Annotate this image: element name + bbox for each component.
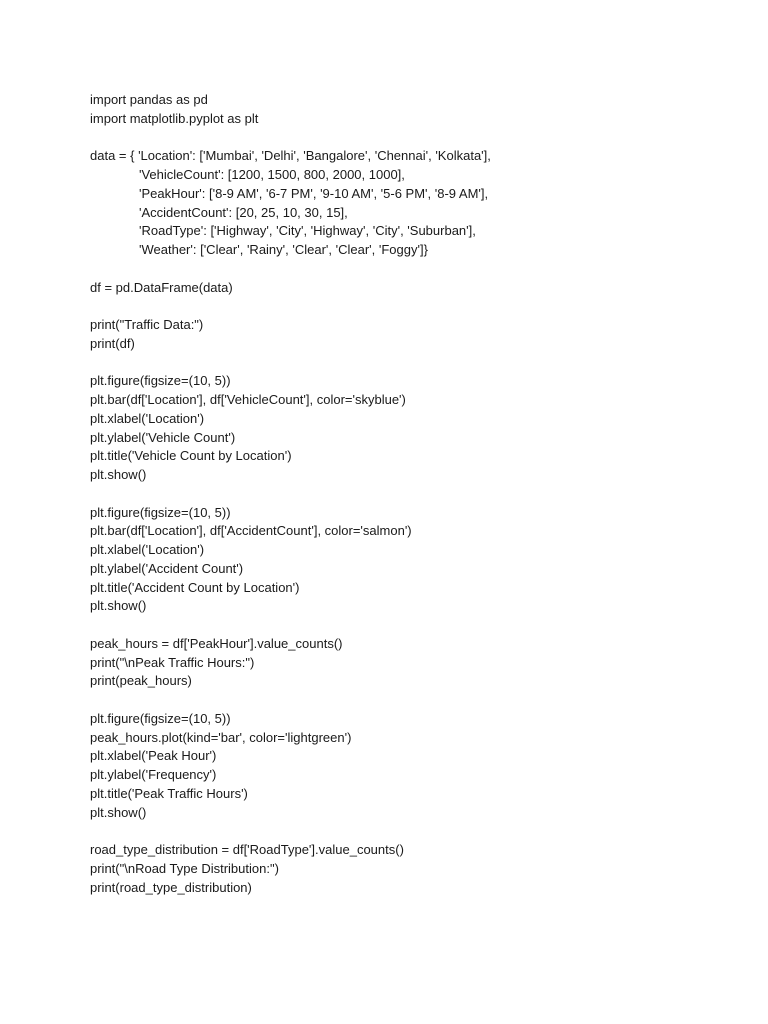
code-line: df = pd.DataFrame(data) [90, 279, 233, 295]
code-line: road_type_distribution = df['RoadType'].value_counts() [90, 842, 404, 857]
code-line: plt.ylabel('Vehicle Count') [90, 429, 236, 445]
code-line: 'AccidentCount': [20, 25, 10, 30, 15], [139, 204, 348, 220]
code-line [90, 822, 730, 841]
code-line: plt.title('Accident Count by Location') [90, 579, 300, 595]
code-line [90, 354, 730, 373]
code-line: plt.show() [90, 467, 147, 482]
code-line: plt.bar(df['Location'], df['AccidentCount'], color='salmon') [90, 523, 412, 539]
code-line [90, 129, 730, 148]
code-line: plt.show() [90, 804, 147, 820]
code-line: data = { 'Location': ['Mumbai', 'Delhi', 'Bangalore', 'Chennai', 'Kolkata'], [90, 148, 491, 164]
code-line: import matplotlib.pyplot as plt [90, 110, 259, 126]
code-line: plt.title('Vehicle Count by Location') [90, 448, 292, 464]
code-line: print("\nRoad Type Distribution:") [90, 860, 279, 876]
code-line [90, 260, 730, 279]
code-line: plt.show() [90, 598, 147, 614]
code-line: plt.figure(figsize=(10, 5)) [90, 373, 231, 389]
code-line [90, 691, 730, 710]
code-line: print("Traffic Data:") [90, 317, 204, 332]
code-line: 'RoadType': ['Highway', 'City', 'Highway', 'City', 'Suburban'], [139, 223, 476, 239]
code-line: peak_hours = df['PeakHour'].value_counts() [90, 635, 343, 651]
code-line: plt.xlabel('Peak Hour') [90, 748, 217, 764]
code-line: plt.figure(figsize=(10, 5)) [90, 710, 231, 726]
code-line: print(df) [90, 335, 135, 351]
code-line: print(peak_hours) [90, 673, 192, 689]
code-line: 'Weather': ['Clear', 'Rainy', 'Clear', 'Clear', 'Foggy']} [139, 242, 428, 257]
code-line: plt.ylabel('Accident Count') [90, 560, 244, 576]
code-line: plt.xlabel('Location') [90, 410, 205, 426]
code-line [90, 616, 730, 635]
code-line: plt.bar(df['Location'], df['VehicleCount'], color='skyblue') [90, 392, 406, 407]
code-line [90, 485, 730, 504]
code-line: 'PeakHour': ['8-9 AM', '6-7 PM', '9-10 AM', '5-6 PM', '8-9 AM'], [139, 185, 489, 201]
code-line: plt.figure(figsize=(10, 5)) [90, 504, 231, 520]
code-line [90, 297, 730, 316]
code-line: 'VehicleCount': [1200, 1500, 800, 2000, 1000], [139, 167, 405, 182]
code-line: print("\nPeak Traffic Hours:") [90, 654, 255, 670]
code-line: plt.ylabel('Frequency') [90, 767, 217, 782]
code-block [90, 91, 730, 897]
code-line: peak_hours.plot(kind='bar', color='lightgreen') [90, 729, 352, 745]
code-line: print(road_type_distribution) [90, 879, 252, 895]
code-line: import pandas as pd [90, 92, 208, 107]
code-line: plt.title('Peak Traffic Hours') [90, 785, 248, 801]
code-line: plt.xlabel('Location') [90, 542, 205, 557]
